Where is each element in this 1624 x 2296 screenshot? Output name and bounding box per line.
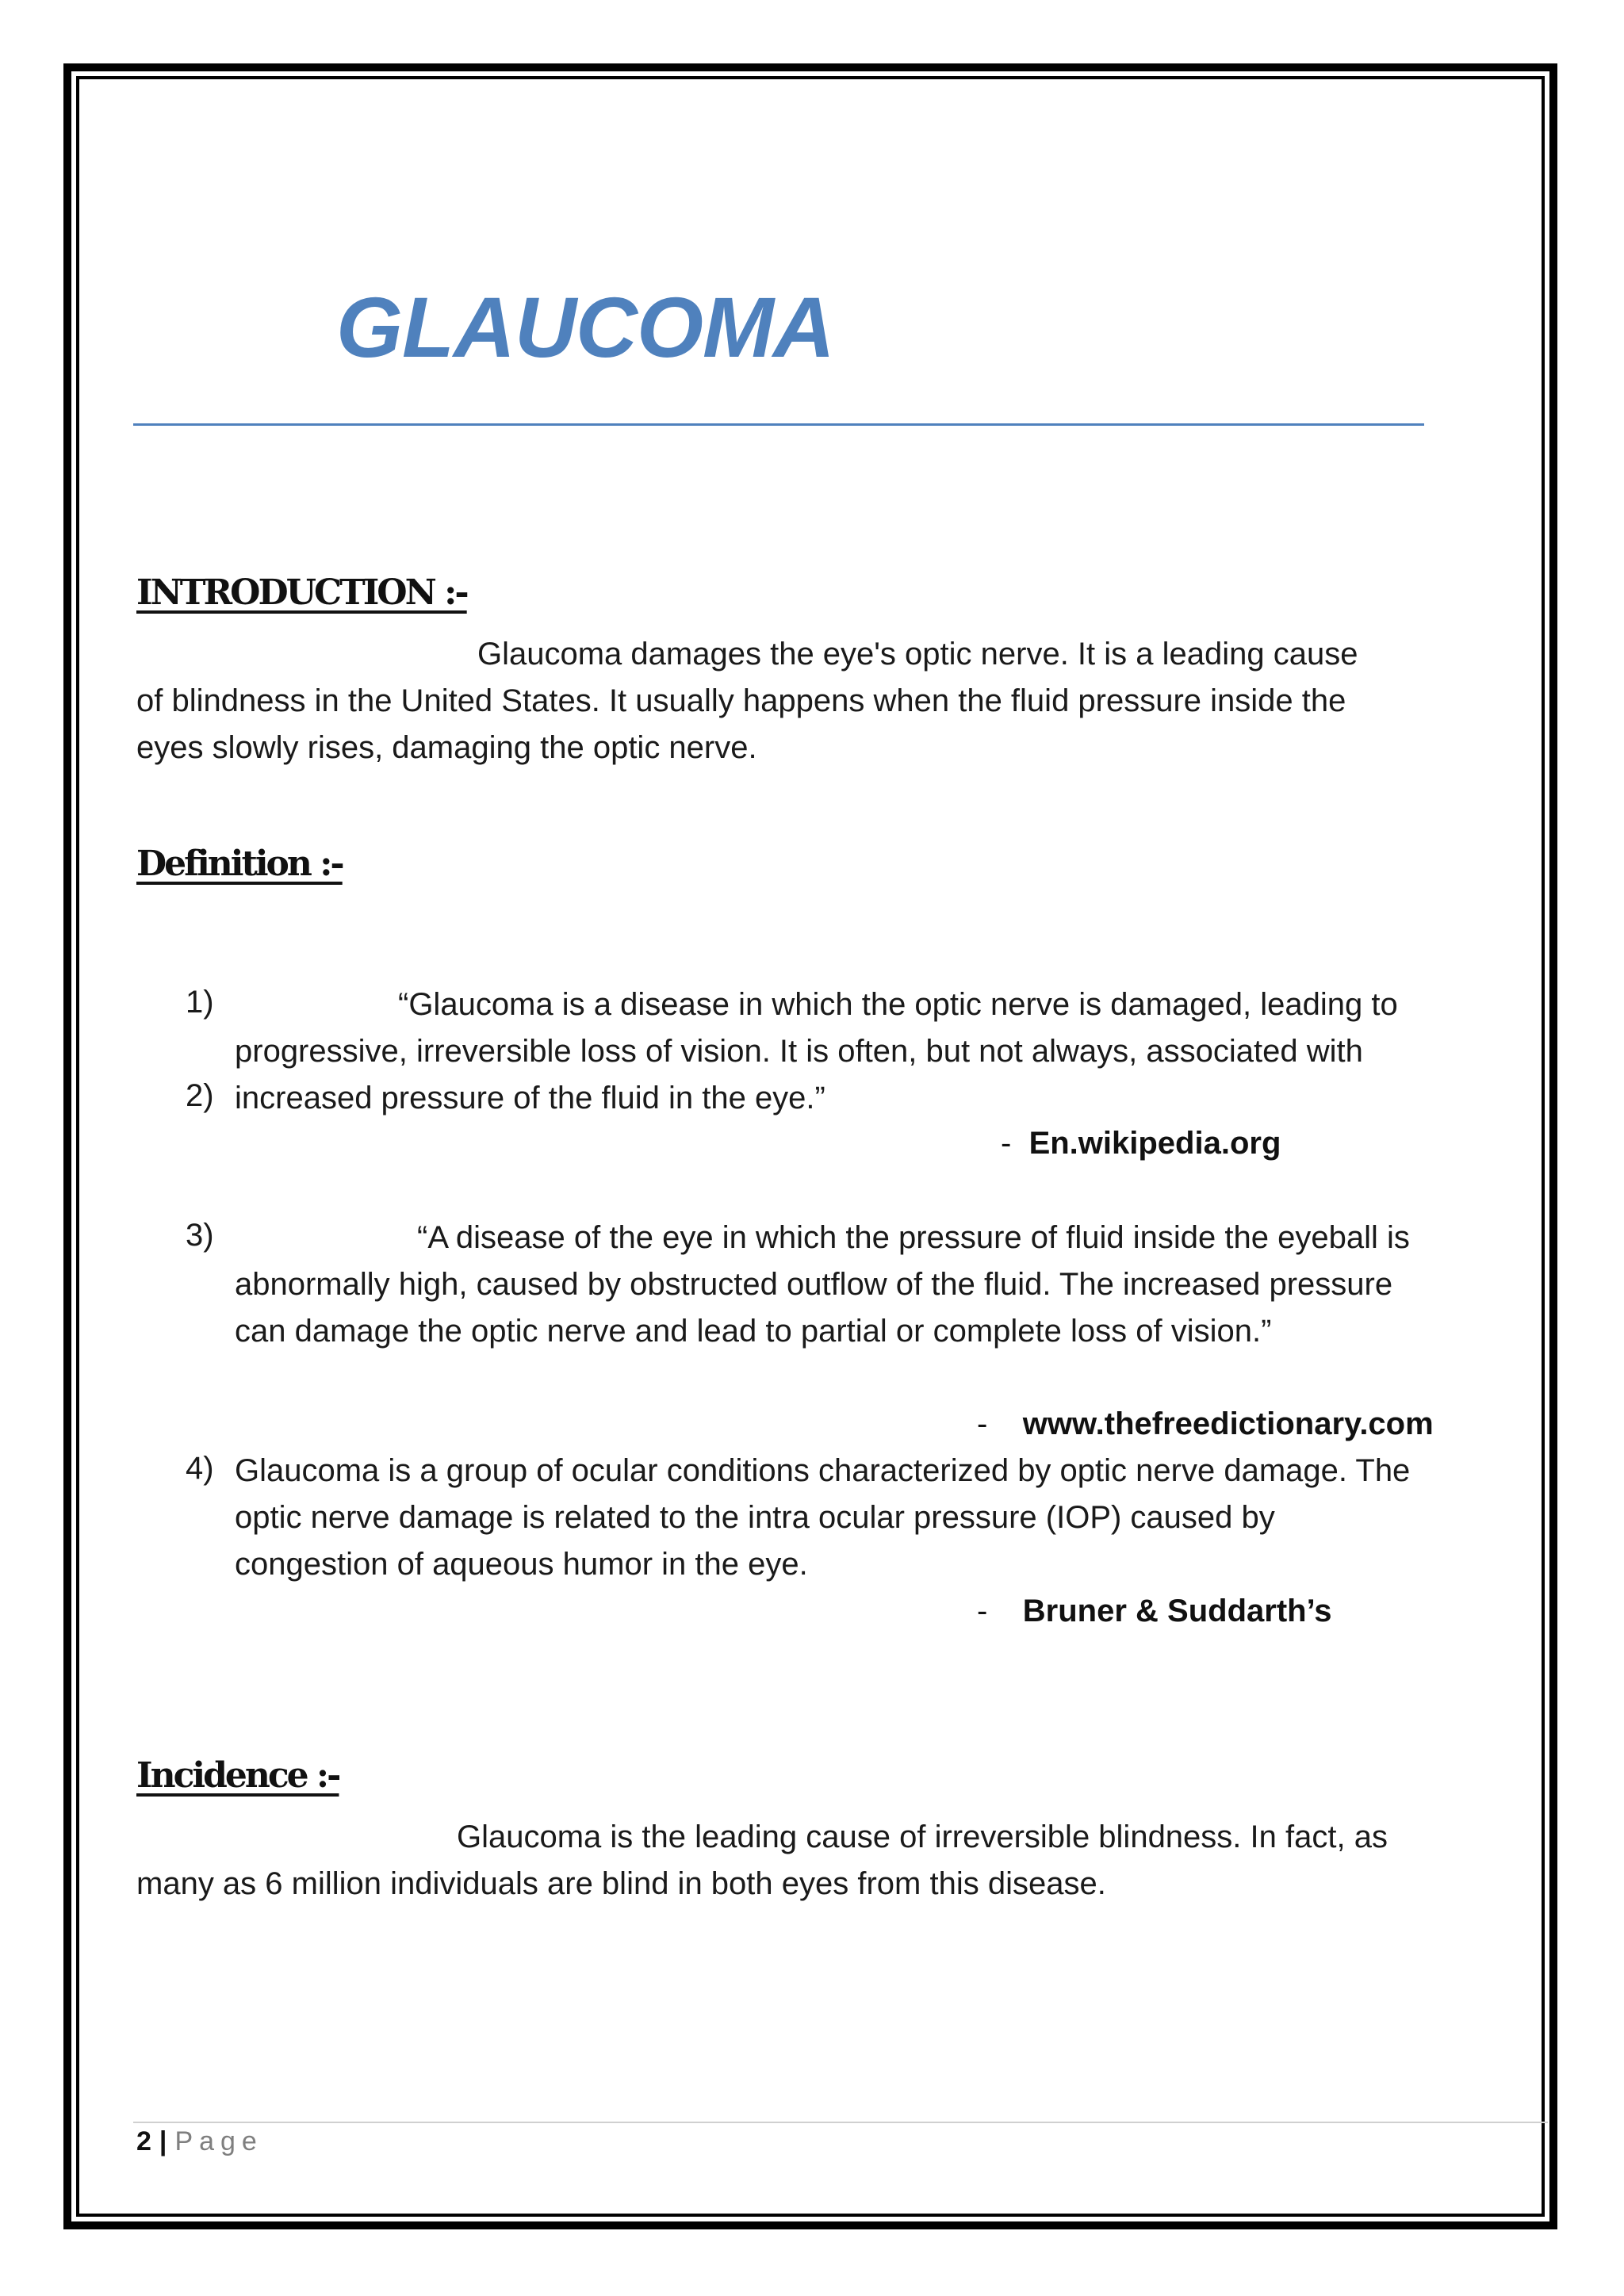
list-number: 4) <box>186 1451 214 1486</box>
definition-line: can damage the optic nerve and lead to partial or complete loss of vision.” <box>235 1314 1272 1349</box>
page-number: 2 <box>136 2126 151 2156</box>
incidence-line: Glaucoma is the leading cause of irreversible blindness. In fact, as <box>457 1820 1388 1854</box>
introduction-heading: INTRODUCTION :- <box>136 572 467 613</box>
source-dash: - <box>977 1594 988 1628</box>
definition-heading: Definition :- <box>136 844 343 884</box>
introduction-line: eyes slowly rises, damaging the optic nerve. <box>136 730 757 765</box>
page-label: Page <box>174 2126 263 2156</box>
source-dash: - <box>977 1406 988 1441</box>
list-number: 1) <box>186 985 214 1020</box>
introduction-line: Glaucoma damages the eye's optic nerve. It is a leading cause <box>477 637 1358 672</box>
title-underline <box>133 423 1424 426</box>
source-name: Bruner & Suddarth’s <box>1022 1594 1332 1628</box>
source-name: En.wikipedia.org <box>1028 1126 1281 1161</box>
definition-line: congestion of aqueous humor in the eye. <box>235 1547 808 1582</box>
definition-line: increased pressure of the fluid in the eye.” <box>235 1081 825 1115</box>
definition-line: “Glaucoma is a disease in which the optic nerve is damaged, leading to <box>398 987 1398 1022</box>
definition-line: optic nerve damage is related to the intra ocular pressure (IOP) caused by <box>235 1500 1275 1535</box>
source-dash: - <box>1001 1126 1012 1161</box>
definition-line: “A disease of the eye in which the pressure of fluid inside the eyeball is <box>417 1220 1410 1255</box>
footer-divider <box>133 2122 1548 2123</box>
definition-source <box>977 1594 1331 1629</box>
incidence-heading: Incidence :- <box>136 1755 339 1796</box>
incidence-line: many as 6 million individuals are blind in both eyes from this disease. <box>136 1866 1106 1901</box>
page-footer <box>136 2126 263 2157</box>
definition-line: progressive, irreversible loss of vision. It is often, but not always, associated with <box>235 1034 1363 1069</box>
definition-source <box>1001 1126 1281 1161</box>
list-number: 2) <box>186 1078 214 1113</box>
footer-separator: | <box>159 2126 167 2156</box>
list-number: 3) <box>186 1218 214 1253</box>
definition-line: abnormally high, caused by obstructed outflow of the fluid. The increased pressure <box>235 1267 1393 1302</box>
document-title: GLAUCOMA <box>336 279 834 375</box>
definition-line: Glaucoma is a group of ocular conditions characterized by optic nerve damage. The <box>235 1453 1411 1488</box>
introduction-line: of blindness in the United States. It usually happens when the fluid pressure inside the <box>136 683 1346 718</box>
source-name: www.thefreedictionary.com <box>1022 1406 1434 1441</box>
definition-source <box>977 1406 1434 1442</box>
